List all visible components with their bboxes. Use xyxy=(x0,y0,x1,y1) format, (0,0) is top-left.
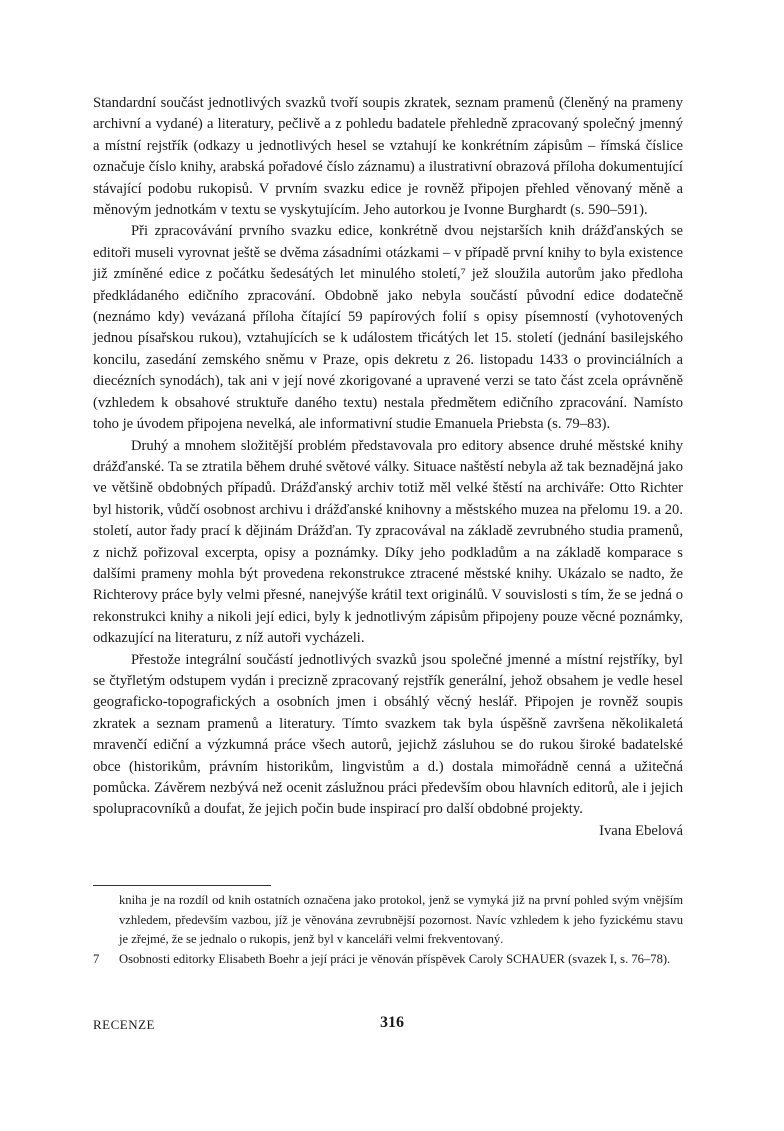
paragraph-2: Při zpracovávání prvního svazku edice, konkrétně dvou nejstarších knih drážďanských se editoři museli vyrovnat ještě se dvěma zásadními otázkami – v případě první knihy to byla existence již zmíněné edice z počátku šedesátých let minulého století,⁷ jež sloužila autorům jako předloha předkládaného edičního zpracování. Obdobně jako nebyla součástí původní edice dodatečně (neznámo kdy) vevázaná příloha čítající 59 papírových folií s opisy písemností (vyhotovených jednou písařskou rukou), vztahujících se k událostem třicátých let 15. století (jednání basilejského koncilu, zasedání zemského sněmu v Praze, opis dekretu z 26. listopadu 1433 o provinciálních a diecézních synodách), tak ani v její nové zkorigované a upravené verzi se tato část zcela oprávněně (vzhledem k obsahové struktuře daného textu) nestala předmětem edičního zpracování. Namísto toho je úvodem připojena nevelká, ale informativní studie Emanuela Priebsta (s. 79–83). xyxy=(93,223,683,433)
running-head: RECENZE xyxy=(93,1017,155,1032)
footnote-continuation-text: kniha je na rozdíl od knih ostatních označena jako protokol, jenž se vymyká již na první pohled svým vnějším vzhledem, především vazbou, jíž je věnována zevrubnější pozornost. Navíc vzhledem k jeho fyzickému stavu je zřejmé, že se jednalo o rukopis, jenž byl v kanceláři velmi frekventovaný. xyxy=(119,893,683,947)
footnotes xyxy=(93,891,683,969)
footnote-divider xyxy=(93,885,271,886)
footnote-number: 7 xyxy=(93,951,100,966)
footnote-text: Osobnosti editorky Elisabeth Boehr a její práci je věnován příspěvek Caroly SCHAUER (svazek I, s. 76–78). xyxy=(119,951,671,966)
body-text xyxy=(93,93,683,842)
author-signature: Ivana Ebelová xyxy=(599,822,683,839)
paragraph-4: Přestože integrální součástí jednotlivých svazků jsou společné jmenné a místní rejstříky, byl se čtyřletým odstupem vydán i precizně zpracovaný rejstřík generální, jehož obsahem je vedle hesel geograficko-topografických a osobních jmen i obsáhlý věcný heslář. Připojen je rovněž soupis zkratek a seznam pramenů a literatury. Tímto svazkem tak byla úspěšně završena několikaletá mravenčí ediční a výzkumná práce všech autorů, jejichž zásluhou se do rukou široké badatelské obce (historikům, právním historikům, lingvistům a d.) dostala mimořádně cenná a užitečná pomůcka. Závěrem nezbývá než ocenit záslužnou práci především obou hlavních editorů, ale i jejich spolupracovníků a doufat, že jejich počin bude inspirací pro další obdobné projekty. xyxy=(93,651,683,818)
paragraph-1: Standardní součást jednotlivých svazků tvoří soupis zkratek, seznam pramenů (členěný na prameny archivní a vydané) a literatury, pečlivě a z pohledu badatele přehledně zpracovaný společný jmenný a místní rejstřík (odkazy u jednotlivých hesel se vztahují ke konkrétním zápisům – římská číslice označuje číslo knihy, arabská pořadové číslo záznamu) a ilustrativní obrazová příloha dokumentující stávající podobu rukopisů. V prvním svazku edice je rovněž připojen přehled věnovaný měně a měnovým jednotkám v textu se vyskytujícím. Jeho autorkou je Ivonne Burghardt (s. 590–591). xyxy=(93,95,683,219)
footnote-continuation xyxy=(93,891,683,950)
footnote-7 xyxy=(93,950,683,970)
page-number: 316 xyxy=(380,1014,404,1031)
paragraph-3: Druhý a mnohem složitější problém představovala pro editory absence druhé městské knihy drážďanské. Ta se ztratila během druhé světové války. Situace naštěstí nebyla až tak beznadějná jako ve většině obdobných případů. Drážďanský archiv totiž měl velké štěstí na archiváře: Otto Richter byl historik, vůdčí osobnost archivu i drážďanské knihovny a městského muzea na přelomu 19. a 20. století, autor řady prací k dějinám Drážďan. Ty zpracovával na základě zevrubného studia pramenů, z nichž pořizoval excerpta, opisy a poznámky. Díky jeho podkladům a na základě komparace s dalšími prameny mohla být provedena rekonstrukce ztracené městské knihy. Ukázalo se nadto, že Richterovy práce byly velmi přesné, nanejvýše krátil text originálů. V souvislosti s tím, že se jedná o rekonstrukci knihy a nikoli její edici, byly k jednotlivým zápisům připojeny pouze věcné poznámky, odkazující na literaturu, z níž autoři vycházeli. xyxy=(93,437,683,647)
